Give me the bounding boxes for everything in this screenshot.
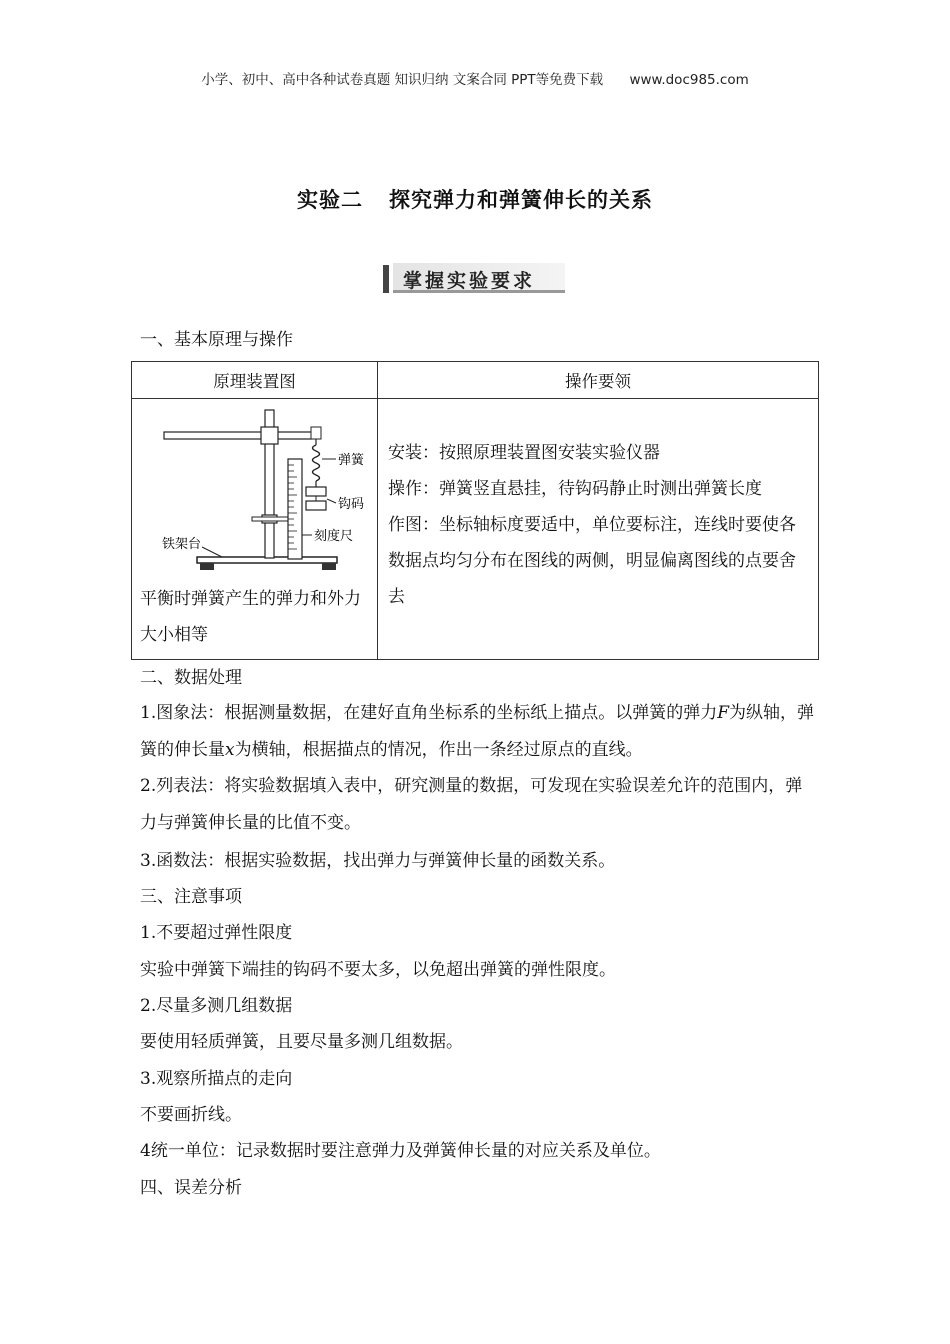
label-stand: 铁架台 (162, 537, 202, 552)
title-part2: 探究弹力和弹簧伸长的关系 (389, 188, 653, 212)
paragraph-table-method: 2.列表法：将实验数据填入表中，研究测量的数据，可发现在实验误差允许的范围内，弹力与弹簧伸长量的比值不变。 (140, 776, 803, 833)
var-F: F (717, 703, 730, 723)
note1-body: 实验中弹簧下端挂的钩码不要太多，以免超出弹簧的弹性限度。 (140, 960, 616, 980)
table-header-ops: 操作要领 (378, 362, 819, 399)
note4: 4统一单位：记录数据时要注意弹力及弹簧伸长量的对应关系及单位。 (140, 1141, 661, 1161)
p1-text-c: 为横轴，根据描点的情况，作出一条经过原点的直线。 (234, 740, 643, 760)
p1-text-b: 为纵轴，弹簧的伸长量 (140, 703, 815, 760)
paragraph-function-method: 3.函数法：根据实验数据，找出弹力与弹簧伸长量的函数关系。 (140, 851, 616, 871)
table-header-diagram: 原理装置图 (132, 362, 378, 399)
label-weight: 钩码 (338, 497, 365, 512)
principle-table (131, 361, 819, 660)
op-operate: 操作：弹簧竖直悬挂，待钩码静止时测出弹簧长度 (388, 479, 762, 499)
note1-title: 1.不要超过弹性限度 (140, 923, 293, 943)
section-heading-4: 四、误差分析 (140, 1178, 242, 1198)
note3-title: 3.观察所描点的走向 (140, 1069, 293, 1089)
title-part1: 实验二 (297, 188, 363, 212)
p1-text-a: 1.图象法：根据测量数据，在建好直角坐标系的坐标纸上描点。以弹簧的弹力 (140, 703, 718, 723)
op-install: 安装：按照原理装置图安装实验仪器 (388, 443, 660, 463)
diagram-cell (132, 399, 378, 660)
page-title (0, 184, 950, 214)
var-x: x (225, 740, 235, 760)
note2-title: 2.尽量多测几组数据 (140, 996, 293, 1016)
banner-text: 掌握实验要求 (403, 270, 536, 292)
apparatus-diagram (162, 407, 377, 577)
section-heading-1: 一、基本原理与操作 (140, 330, 293, 350)
header-text: 小学、初中、高中各种试卷真题 知识归纳 文案合同 PPT等免费下载 (201, 72, 604, 88)
label-ruler: 刻度尺 (314, 529, 354, 544)
section-banner (383, 263, 569, 295)
section-heading-3: 三、注意事项 (140, 887, 242, 907)
op-plot: 作图：坐标轴标度要适中，单位要标注，连线时要使各数据点均匀分布在图线的两侧，明显偏离图线的点要舍去 (388, 515, 796, 607)
ops-cell (378, 399, 819, 660)
diagram-caption: 平衡时弹簧产生的弹力和外力大小相等 (140, 589, 361, 645)
note3-body: 不要画折线。 (140, 1105, 242, 1125)
label-spring: 弹簧 (338, 453, 365, 468)
page-header (0, 68, 950, 88)
section-heading-2: 二、数据处理 (140, 668, 242, 688)
paragraph-graph-method (140, 695, 816, 769)
header-url[interactable]: www.doc985.com (629, 72, 749, 88)
note2-body: 要使用轻质弹簧，且要尽量多测几组数据。 (140, 1032, 463, 1052)
